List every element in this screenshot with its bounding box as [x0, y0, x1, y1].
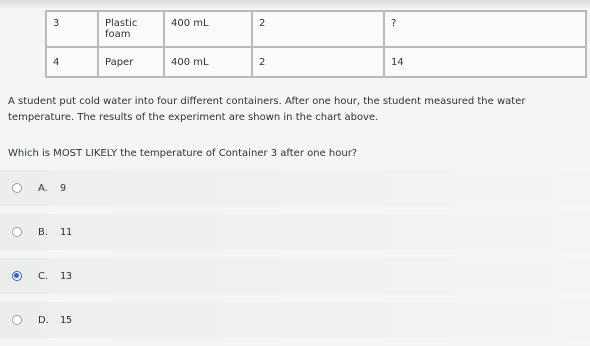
table-cell: 14 — [384, 47, 586, 77]
table-cell: 400 mL — [164, 47, 252, 77]
answer-option-a[interactable] — [0, 170, 590, 206]
table-cell: 2 — [252, 47, 384, 77]
option-value: 15 — [60, 314, 73, 326]
table-cell: Plastic foam — [98, 11, 164, 47]
table-row — [46, 47, 586, 77]
option-value: 11 — [60, 226, 73, 238]
option-letter: B. — [38, 226, 49, 238]
question-prompt: A student put cold water into four different containers. After one hour, the student measured the water temperature. The results of the experiment are shown in the chart above. — [8, 96, 526, 123]
top-bar — [0, 0, 590, 8]
radio-button[interactable] — [12, 227, 22, 237]
radio-button[interactable] — [12, 315, 22, 325]
table-cell: Paper — [98, 47, 164, 77]
answer-option-c[interactable] — [0, 258, 590, 294]
option-value: 9 — [60, 182, 67, 194]
table-cell: 2 — [252, 11, 384, 47]
table-cell: 3 — [46, 11, 98, 47]
table-cell: ? — [384, 11, 586, 47]
radio-button[interactable] — [12, 271, 22, 281]
option-letter: D. — [38, 314, 49, 326]
table-cell: 4 — [46, 47, 98, 77]
table-cell: 400 mL — [164, 11, 252, 47]
option-value: 13 — [60, 270, 73, 282]
answer-option-d[interactable] — [0, 302, 590, 338]
results-table — [45, 10, 587, 78]
radio-button[interactable] — [12, 183, 22, 193]
option-letter: C. — [38, 270, 49, 282]
table-row — [46, 11, 586, 47]
answer-options — [0, 170, 590, 346]
option-letter: A. — [38, 182, 48, 194]
answer-option-b[interactable] — [0, 214, 590, 250]
question-text: Which is MOST LIKELY the temperature of Container 3 after one hour? — [8, 148, 358, 159]
